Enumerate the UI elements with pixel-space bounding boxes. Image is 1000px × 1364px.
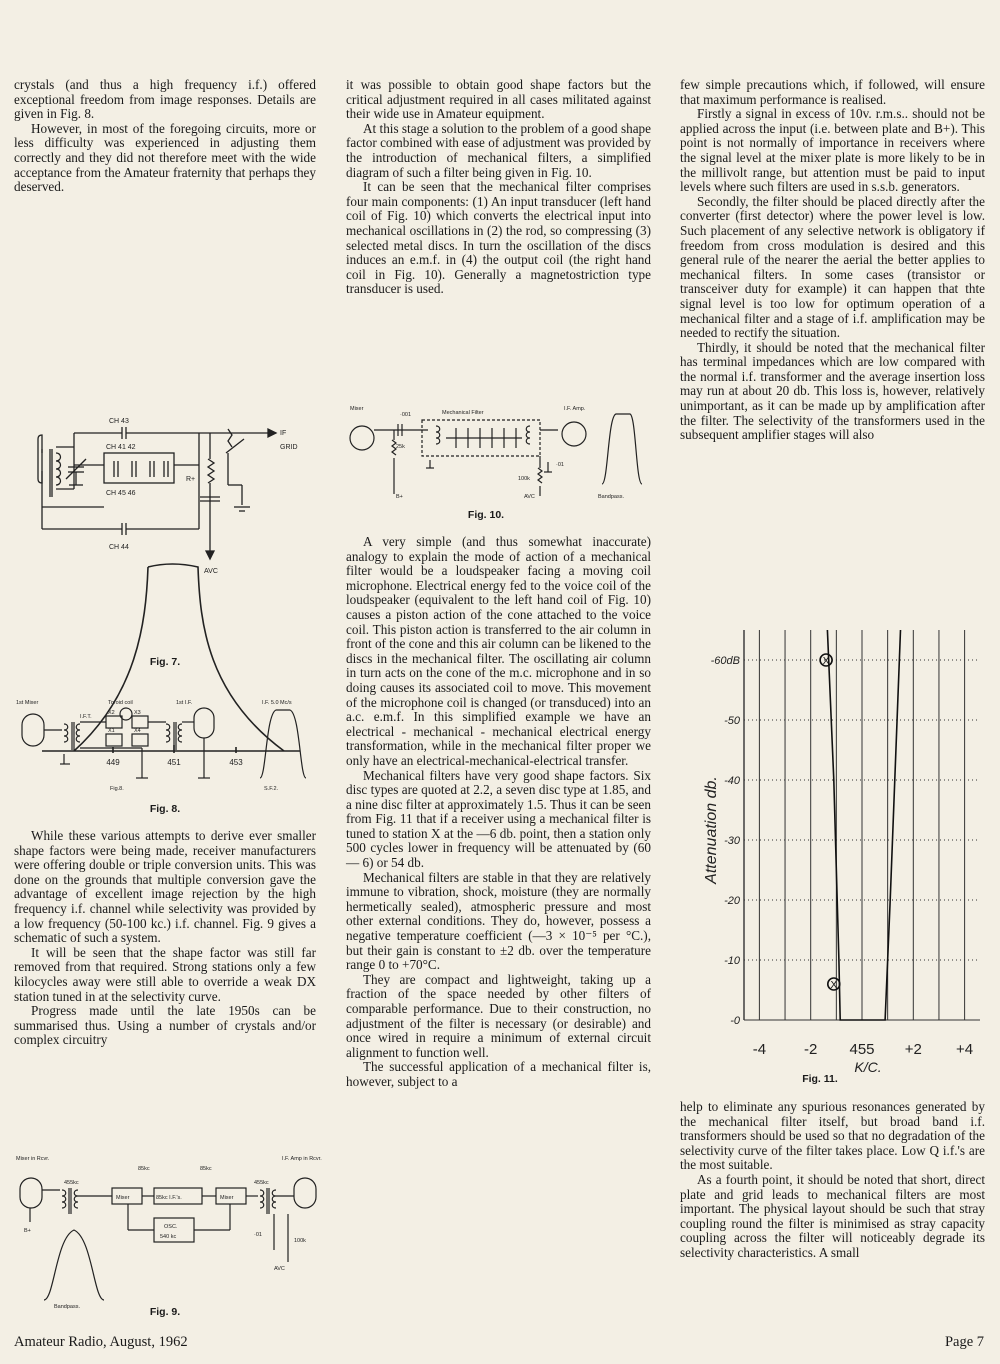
fig11-caption: Fig. 11. [802,1073,838,1085]
fig8-figure [14,694,316,798]
paragraph: While these various attempts to derive ever smaller shape factors were being made, receiver manufacturers were offering double or triple conversion units. This was done on the grounds that multiple conversion gave the advantage of excellent image rejection by the high frequency i.f. channel while selectivity was provided by a low frequency (50-100 kc.) i.f. channel. Fig. 9 gives a schematic of such a system. [14,828,316,946]
fig11-ytick: -40 [724,775,740,787]
fig11-series-line [827,630,900,1020]
fig8-label: X3 [134,710,141,716]
paragraph: Mechanical filters have very good shape factors. Six disc types are quoted at 2.2, a seven disc type at 1.85, and a nine disc filter at approximately 1.5. Thus it can be seen from Fig. 11 that if a receiver using a mechanical filter is tuned to station X at the —6 db. point, then a station only 500 cycles lower in frequency will be attenuated by (60 — 6) or 54 db. [346,767,651,871]
fig7-label: AVC [204,567,218,575]
fig11-ytick: -50 [724,715,740,727]
paragraph: Mechanical filters are stable in that they are relatively immune to vibration, shock, moisture (they are normally hermetically sealed), atmospheric pressure and most other external conditions. They do, however, possess a negative temperature coefficient (—3 × 10⁻⁵ per °C.), but their gain is constant to ±2 db. over the temperature range 0 to +70°C. [346,869,651,973]
fig7-tick: 451 [167,757,181,767]
fig7-label: IF [280,429,287,437]
fig8-label: X2 [108,710,115,716]
fig7-label: GRID [280,443,298,451]
fig7-label: CH 43 [109,417,129,425]
fig9-caption: Fig. 9. [149,1306,181,1318]
paragraph: The successful application of a mechanical filter is, however, subject to a [346,1059,651,1089]
svg-text:X: X [822,656,830,667]
fig9-label: AVC [274,1266,285,1272]
fig8-label: I.F.T. [80,714,92,720]
fig9-label: Mixer [116,1195,130,1201]
fig8-label: S.F.2. [264,786,279,792]
svg-text:X: X [830,980,838,991]
fig10-label: Mixer [350,406,364,412]
fig10-label: AVC [524,494,535,500]
paragraph: However, in most of the foregoing circuits, more or less difficulty was experienced in adjusting them correctly and they did not therefore meet with the wide acceptance from the Amateur fraternity that perhaps they deserved. [14,120,316,195]
fig7-caption: Fig. 7. [149,656,181,668]
fig8-label: I.F. 5.0 Mc/s [262,700,292,706]
fig9-label: Mixer [220,1195,234,1201]
fig9-label: 85kc [138,1166,150,1172]
fig11-ytick: -20 [724,895,740,907]
paragraph: crystals (and thus a high frequency i.f.) offered exceptional freedom from image responses. Details are given in Fig. 8. [14,77,316,122]
fig11-xtick: 455 [849,1041,875,1058]
paragraph: As a fourth point, it should be noted that short, direct plate and grid leads to mechanical filters are most important. The physical layout should be such that stray coupling round the filter is minimised as stray capacity coupling across the filter will noticeably degrade its selectivity characteristics. A small [680,1171,985,1260]
paragraph: Thirdly, it should be noted that the mechanical filter has terminal impedances which are low compared with the normal i.f. transformer and the average insertion loss may run at about 20 db. This loss is, however, relatively unimportant, as it can be made up by amplification after the filter. The selectivity of the transformers used in the subsequent amplifier stages will also [680,339,985,443]
paragraph: help to eliminate any spurious resonances generated by the mechanical filter itself, but broad band i.f. transformers should be used so that no degradation of the selectivity curve of the filter takes place. Low Q i.f.'s are the most suitable. [680,1099,985,1173]
fig7-label: R+ [186,475,196,483]
fig11-ytick: -10 [724,955,740,967]
fig8-caption: Fig. 8. [149,803,181,815]
fig10-label: Bandpass. [598,494,624,500]
fig8-label: 1st I.F. [176,700,193,706]
fig10-caption: Fig. 10. [467,509,505,521]
column-left-lower [14,829,316,1048]
fig9-label: OSC. [164,1224,178,1230]
fig7-label: CH 44 [109,543,129,551]
column-right-lower [680,1100,985,1261]
fig11-marker [820,654,832,667]
fig11-marker [828,978,840,991]
fig10-label: 25k [396,444,405,450]
fig10-label: ·01 [556,462,564,468]
fig11-xunit: K/C. [854,1059,882,1075]
fig8-label: 1st Mixer [16,700,39,706]
paragraph: few simple precautions which, if followed, will ensure that maximum performance is realised. [680,77,985,107]
fig11-ytick: -30 [724,835,740,847]
fig9-label: ·01 [254,1232,262,1238]
fig7-label: CH 41 42 [106,443,136,451]
fig9-label: 540 kc [160,1234,177,1240]
paragraph: It will be seen that the shape factor was still far removed from that required. Strong stations only a few kilocycles away were still able to override a weak DX station tuned in at the selectivity curve. [14,944,316,1004]
footer-page-number: Page 7 [944,1334,984,1350]
fig10-figure [346,400,651,510]
column-middle [346,78,651,297]
fig7-tick: 453 [229,757,243,767]
fig8-label: Toroid coil [108,700,133,706]
fig9-label: 85kc I.F.'s. [156,1195,182,1201]
fig9-label: 455kc [64,1180,79,1186]
fig9-figure [14,1150,324,1310]
fig9-label: B+ [24,1228,31,1234]
fig9-label: Bandpass. [54,1304,80,1310]
fig7-tick: 449 [106,757,120,767]
paragraph: Secondly, the filter should be placed directly after the converter (first detector) where the power level is low. Such placement of any selective network is obligatory if freedom from cross modulation is desired and this general rule of the nearer the aerial the better applies to mechanical filters. In some cases (transistor or transceiver duty for example) it can happen that thte signal level is too low for optimum operation of a mechanical filter and a stage of i.f. amplification may be needed to rectify the situation. [680,193,985,341]
fig9-label: Mixer in Rcvr. [16,1156,50,1162]
fig11-chart [680,620,990,1090]
fig11-xtick: +2 [904,1041,922,1058]
fig10-label: I.F. Amp. [564,406,586,412]
fig9-label: 455kc [254,1180,269,1186]
paragraph: A very simple (and thus somewhat inaccurate) analogy to explain the mode of action of a mechanical filter would be a loudspeaker facing a moving coil microphone. Electrical energy fed to the voice coil of the loudspeaker (equivalent to the left hand coil of Fig. 10) causes a piston action of the cone attached to the voice coil. This piston action is transferred to the air column in front of the cone and this air column can be likened to the discs in the mechanical filter. The oscillating air column in turn acts on the cone of the m.c. microphone and in so doing causes its associated coil to move. This movement of the microphone coil is changed (or transduced) into an a.c. e.m.f. In this simplified example we have an electrical - mechanical - mechanical electrical energy transformation, while in the mechanical filter proper we only have an electrical-mechanical-electrical transfer. [346,534,651,768]
fig10-label: ·001 [400,412,412,418]
paragraph: it was possible to obtain good shape factors but the critical adjustment required in all cases militated against their wide use in Amateur equipment. [346,77,651,122]
fig11-ytick: -0 [730,1015,740,1027]
paragraph: It can be seen that the mechanical filter comprises four main components: (1) An input transducer (left hand coil of Fig. 10) which converts the electrical input into mechanical oscillations in (2) the rod, so compressing (3) selected metal discs. In turn the oscillation of the discs induces an e.m.f. in (4) the output coil (the right hand coil in Fig. 10). Generally a magnetostriction type transducer is used. [346,179,651,297]
fig11-ylabel: Attenuation db. [703,776,720,884]
paragraph: Progress made until the late 1950s can be summarised thus. Using a number of crystals and/or complex circuitry [14,1003,316,1048]
fig9-label: 100k [294,1238,306,1244]
column-right [680,78,985,443]
fig8-label: X4 [134,728,141,734]
fig10-label: B+ [396,494,403,500]
fig11-xtick: -2 [804,1041,818,1058]
fig11-xtick: -4 [752,1041,767,1058]
fig7-label: CH 45 46 [106,489,136,497]
fig11-xtick: +4 [956,1041,974,1058]
fig9-label: I.F. Amp in Rcvr. [282,1156,322,1162]
fig9-label: 85kc [200,1166,212,1172]
fig10-label: 100k [518,476,530,482]
paragraph: They are compact and lightweight, taking up a fraction of the space needed by other filters of comparable performance. Due to their construction, no adjustment of the filter is necessary (or desirable) and once wired in require a minimum of external circuit alignment to function well. [346,971,651,1060]
fig11-ytick: -60dB [710,655,740,667]
paragraph: At this stage a solution to the problem of a good shape factor combined with ease of adjustment was provided by the introduction of mechanical filters, a simplified diagram of such a filter being given in Fig. 10. [346,120,651,180]
footer-publication: Amateur Radio, August, 1962 [14,1334,188,1350]
column-middle-lower [346,535,651,1090]
paragraph: Firstly a signal in excess of 10v. r.m.s.. should not be applied across the input (i.e. between plate and B+). This point is not normally of importance in receivers where the signal level at the mixer plate is more likely to be in the millivolt range, but attention must be paid to input levels where such filters are used in s.s.b. generators. [680,106,985,195]
fig8-label: X1 [108,728,115,734]
fig10-label: Mechanical Filter [442,410,484,416]
fig8-label: Fig.8. [110,786,124,792]
